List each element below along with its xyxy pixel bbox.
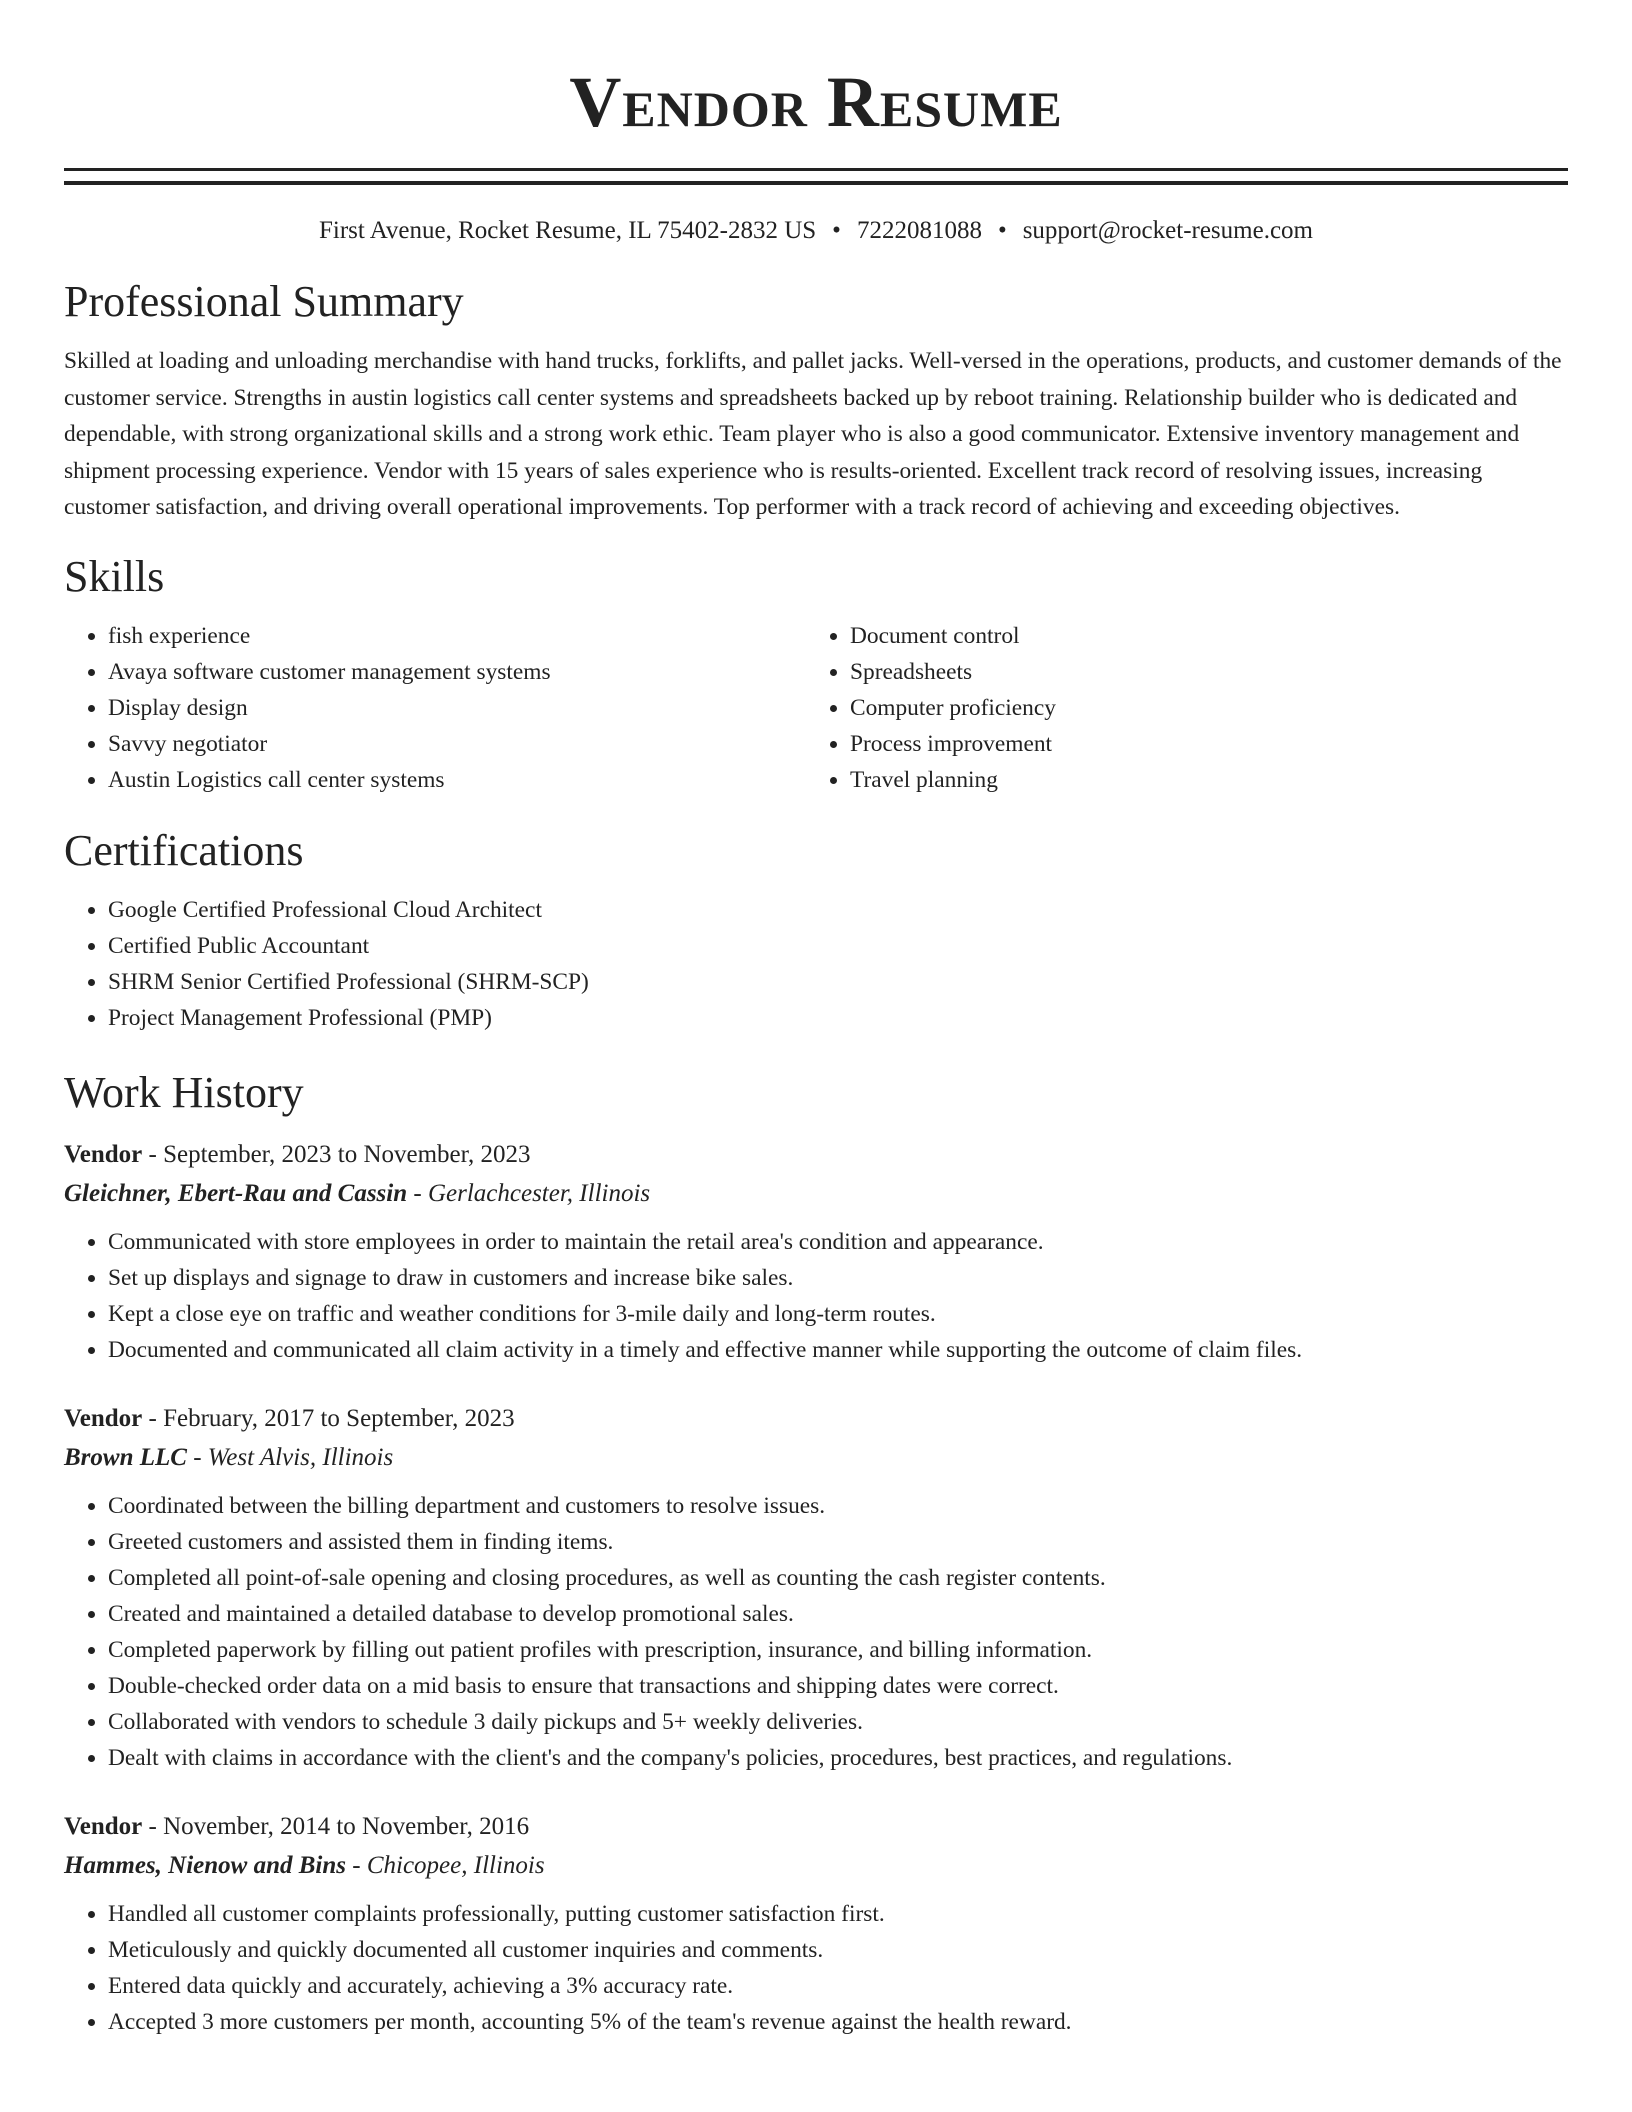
job-location: Gerlachcester, Illinois [427, 1179, 651, 1207]
job-location: Chicopee, Illinois [366, 1851, 545, 1879]
skills-column-left [64, 618, 806, 798]
job-title: Vendor [64, 1404, 143, 1432]
skill-item: • Computer proficiency [850, 690, 1548, 726]
resume-title: Vendor Resume [569, 62, 1063, 142]
certification-item: • Project Management Professional (PMP) [108, 1000, 1568, 1036]
certification-item: • Certified Public Accountant [108, 928, 1568, 964]
work-history-heading: Work History [64, 1067, 304, 1117]
skill-item: • Savvy negotiator [108, 726, 806, 762]
job-bullet: • Collaborated with vendors to schedule 3 daily pickups and 5+ weekly deliveries. [108, 1704, 1568, 1740]
job-company: Gleichner, Ebert-Rau and Cassin [64, 1179, 408, 1207]
skills-column-right [806, 618, 1548, 798]
skill-item: • Avaya software customer management systems [108, 654, 806, 690]
job-bullet: • Handled all customer complaints professionally, putting customer satisfaction first. [108, 1896, 1568, 1932]
contact-phone: 7222081088 [856, 217, 982, 244]
job-bullet: • Kept a close eye on traffic and weather conditions for 3-mile daily and long-term routes. [108, 1296, 1568, 1332]
job-company-line [64, 1174, 1568, 1214]
skills-list [64, 618, 1568, 798]
job-title-line [64, 1136, 1568, 1174]
skill-item: • Austin Logistics call center systems [108, 762, 806, 798]
skill-item: • Spreadsheets [850, 654, 1548, 690]
job-bullet: • Coordinated between the billing department and customers to resolve issues. [108, 1488, 1568, 1524]
job-bullet: • Documented and communicated all claim activity in a timely and effective manner while supporting the outcome of claim files. [108, 1332, 1568, 1368]
job-entry [64, 1400, 1568, 1776]
skill-item: • Display design [108, 690, 806, 726]
job-dash: - [346, 1851, 367, 1879]
contact-email: support@rocket-resume.com [1022, 217, 1313, 244]
job-dates: September, 2023 to November, 2023 [163, 1140, 531, 1168]
contact-address: First Avenue, Rocket Resume, IL 75402-2832 US [319, 217, 817, 244]
skill-item: • Process improvement [850, 726, 1548, 762]
skill-item: • Travel planning [850, 762, 1548, 798]
job-company-line [64, 1846, 1568, 1886]
contact-line [64, 215, 1568, 247]
skill-item: • Document control [850, 618, 1548, 654]
job-location: West Alvis, Illinois [207, 1443, 394, 1471]
job-title: Vendor [64, 1812, 143, 1840]
job-bullet: • Entered data quickly and accurately, achieving a 3% accuracy rate. [108, 1968, 1568, 2004]
resume-page [64, 0, 1568, 2040]
title-divider [64, 168, 1568, 185]
job-company: Brown LLC [64, 1443, 187, 1471]
job-dash: - [186, 1443, 208, 1471]
job-bullet: • Accepted 3 more customers per month, accounting 5% of the team's revenue against the health reward. [108, 2004, 1568, 2040]
job-company-line [64, 1438, 1568, 1478]
job-entry [64, 1136, 1568, 1368]
job-bullet: • Created and maintained a detailed database to develop promotional sales. [108, 1596, 1568, 1632]
job-dash: - [407, 1179, 428, 1207]
job-company: Hammes, Nienow and Bins [64, 1851, 346, 1879]
job-dash: - [142, 1140, 164, 1168]
job-bullet: • Dealt with claims in accordance with the client's and the company's policies, procedures, best practices, and regulations. [108, 1740, 1568, 1776]
contact-separator: • [832, 217, 841, 244]
job-title-line [64, 1808, 1568, 1846]
job-dates: November, 2014 to November, 2016 [163, 1812, 530, 1840]
job-title-line [64, 1400, 1568, 1438]
job-dates: February, 2017 to September, 2023 [163, 1404, 515, 1432]
contact-separator: • [997, 217, 1007, 244]
certifications-list [64, 892, 1568, 1036]
job-bullet: • Communicated with store employees in order to maintain the retail area's condition and appearance. [108, 1224, 1568, 1260]
certification-item: • SHRM Senior Certified Professional (SHRM-SCP) [108, 964, 1568, 1000]
job-entry [64, 1808, 1568, 2040]
job-bullet: • Completed paperwork by filling out patient profiles with prescription, insurance, and billing information. [108, 1632, 1568, 1668]
certification-item: • Google Certified Professional Cloud Architect [108, 892, 1568, 928]
job-bullets [64, 1488, 1568, 1776]
job-bullets [64, 1896, 1568, 2040]
job-title: Vendor [64, 1140, 143, 1168]
job-bullets [64, 1224, 1568, 1368]
skills-heading: Skills [64, 551, 165, 601]
job-dash: - [142, 1404, 164, 1432]
skill-item: • fish experience [108, 618, 806, 654]
job-bullet: • Greeted customers and assisted them in finding items. [108, 1524, 1568, 1560]
job-bullet: • Set up displays and signage to draw in customers and increase bike sales. [108, 1260, 1568, 1296]
job-dash: - [142, 1812, 164, 1840]
certifications-heading: Certifications [64, 825, 304, 875]
job-bullet: • Meticulously and quickly documented all customer inquiries and comments. [108, 1932, 1568, 1968]
job-bullet: • Completed all point-of-sale opening and closing procedures, as well as counting the cash register contents. [108, 1560, 1568, 1596]
job-bullet: • Double-checked order data on a mid basis to ensure that transactions and shipping dates were correct. [108, 1668, 1568, 1704]
summary-heading: Professional Summary [64, 277, 464, 326]
summary-text: Skilled at loading and unloading merchandise with hand trucks, forklifts, and pallet jacks. Well-versed in the operations, products, and customer demands of the customer service. Strengths in austin logistics call center systems and spreadsheets backed up by reboot training. Relationship builder who is dedicated and dependable, with strong organizational skills and a strong work ethic. Team player who is also a good communicator. Extensive inventory management and shipment processing experience. Vendor with 15 years of sales experience who is results-oriented. Excellent track record of resolving issues, increasing customer satisfaction, and driving overall operational improvements. Top performer with a track record of achieving and exceeding objectives. [64, 348, 1562, 521]
